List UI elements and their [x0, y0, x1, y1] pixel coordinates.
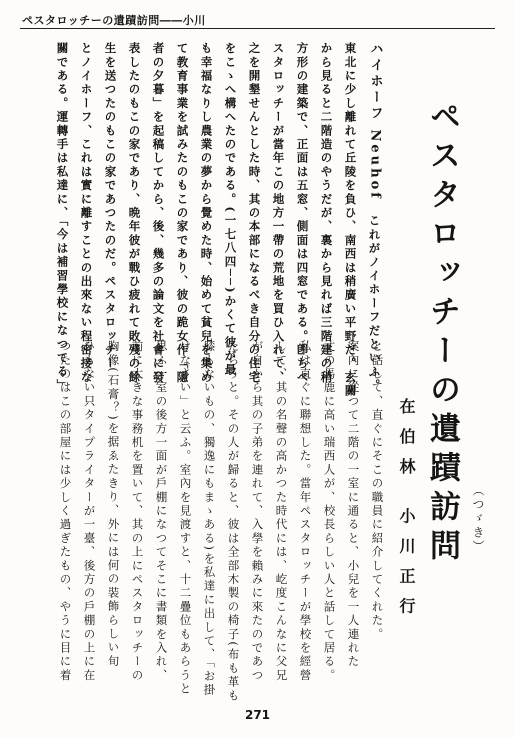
left-col-5: スタロッチーが當年この地方一帶の荒地を買ひ入れて、: [271, 42, 286, 385]
right-col-14: つたのはこの部屋には少しく過ぎたもの、やうに目に着: [58, 340, 73, 683]
left-col-7: をこゝへ構へたのである。(一七八四──)かくて彼が最: [223, 42, 238, 377]
right-col-5: して、其の名聲の高かつた時代には、屹度こんなに父兄: [274, 340, 289, 683]
section-lead: これがノイホーフだといふ。: [367, 214, 382, 393]
right-col-9: けなさい」と云ふ。室內を見渡すと、十二疊位もあらうと: [178, 340, 193, 697]
left-col-10: 者の夕暮」を起稿してから、後、幾多の論文を社會に發: [151, 42, 166, 385]
left-col-6: 之を開墾せんとした時、其の本部になるべき自分の住宅: [247, 42, 262, 385]
author-byline: 在伯林 小川正行: [397, 398, 416, 628]
page-number: 271: [244, 708, 271, 722]
left-col-4: 方形の建築で、正面は五窓、側面は四窓である。卽ちペ: [295, 42, 310, 385]
left-col-9: て教育事業を試みたのもこの家であり、彼の跪女作「隱: [175, 42, 190, 385]
left-col-8: も幸福なりし農業の夢から覺めた時、始めて貧兒を集め: [199, 42, 214, 385]
right-col-4: 私は直ぐに聯想した。當年ペスタロッチーが學校を經營: [298, 340, 313, 683]
running-head: ペスタロッチーの遺蹟訪問――小川: [22, 14, 206, 27]
left-col-11: 表したのもこの家であり、晩年彼が戰ひ疲れて敗殘の餘: [127, 42, 142, 385]
left-col-13: とノイホーフ、これは實に離すことの出來ない程密接な: [79, 42, 94, 385]
header-rule: [20, 28, 495, 29]
left-col-2: 東北に少し離れて丘陵を負ひ、南西は稍廣い平野だ。玄關: [343, 42, 358, 399]
right-col-2: 案內に從つて二階の一室に通ると、小兒を一人連れた: [346, 340, 361, 669]
right-col-12: 胸像(石膏？)を据ゑたきり、外には何の裝飾らしい旬: [106, 340, 121, 669]
right-col-11: 前に大きな事務机を置いて、其の上にペスタロッチーの: [130, 340, 145, 683]
right-col-3: 丈の馬鹿に高い瑞西人が、校長らしい人と話して居る。: [322, 340, 337, 683]
section-heading: ハイホーフ Neuhof: [367, 42, 383, 201]
right-col-1: と話して、直ぐにそこの職員に紹介してくれた。: [370, 340, 385, 642]
left-col-14: 關である。運轉手は私達に、「今は補習學校になつてる」: [55, 42, 70, 393]
article-subtitle: （つゞき）: [471, 484, 485, 554]
left-col-12: 生を送つたのもこの家であつたのだ。ペスタロッチー: [103, 42, 118, 371]
right-col-10: 思ふ一室の後方一面が戶棚になつてそこに書類を入れ、: [154, 340, 169, 683]
right-col-7: たらうと。その人が歸ると、彼は全部木製の椅子(布も革も: [226, 340, 241, 703]
right-col-13: ひもない只タイプライターが一臺、後方の戶棚の上に在: [82, 340, 97, 683]
left-col-3: から見ると二階造のやうだが、裏から見れば三階建の稍: [319, 42, 334, 385]
right-col-8: 膝もないもの、獨逸にもまゝある)を私達に出して、「お掛: [202, 340, 217, 698]
article-title: ペスタロッチーの遺蹟訪問: [424, 100, 460, 568]
right-col-6: が自から其の子弟を連れて、入學を賴みに來たのであつ: [250, 340, 265, 683]
